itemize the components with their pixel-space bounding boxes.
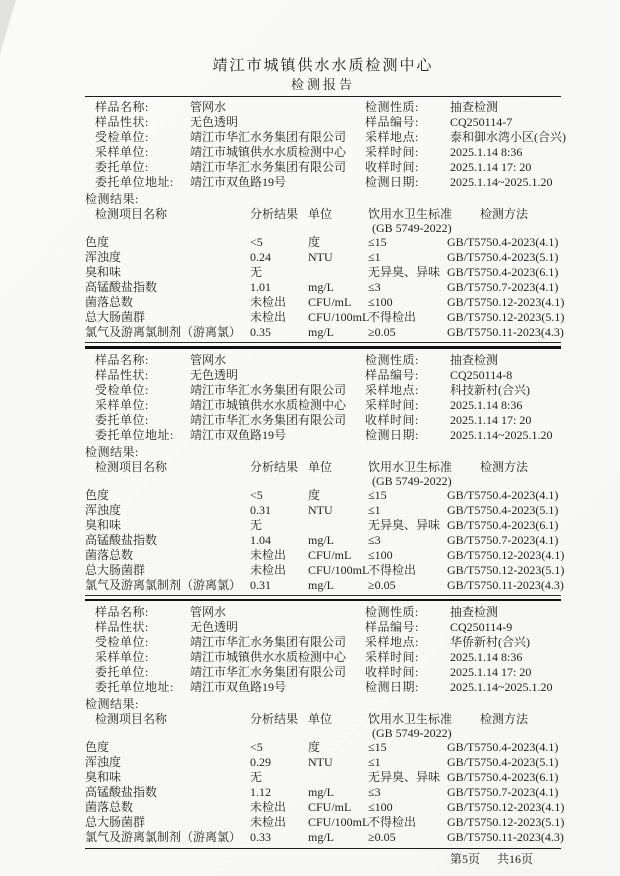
table-row bbox=[85, 503, 561, 518]
info-value: 靖江市华汇水务集团有限公司 bbox=[190, 412, 347, 427]
report-bottom-rule bbox=[85, 848, 561, 849]
cell-method: GB/T5750.4-2023(6.1) bbox=[447, 770, 559, 784]
cell-standard: ≤100 bbox=[368, 547, 393, 562]
table-row bbox=[85, 577, 564, 593]
info-label: 检测日期: bbox=[365, 680, 419, 694]
info-value: 管网水 bbox=[190, 352, 227, 367]
cell-unit: CFU/100mL bbox=[308, 562, 370, 577]
col-header-item: 检测项目名称 bbox=[95, 207, 168, 221]
info-value: 靖江市双鱼路19号 bbox=[190, 175, 287, 189]
col-header-unit: 单位 bbox=[308, 459, 333, 474]
info-label: 检测日期: bbox=[365, 427, 419, 442]
info-label: 受检单位: bbox=[95, 130, 149, 144]
cell-standard: ≤3 bbox=[368, 280, 381, 294]
cell-unit: mg/L bbox=[308, 280, 334, 294]
cell-unit: mg/L bbox=[308, 532, 334, 547]
cell-standard: 无异臭、异味 bbox=[368, 770, 441, 784]
info-row bbox=[85, 383, 365, 398]
info-value: 管网水 bbox=[190, 100, 227, 114]
info-row bbox=[365, 130, 566, 145]
cell-item: 总大肠菌群 bbox=[85, 562, 146, 577]
info-value: 2025.1.14 8:36 bbox=[450, 145, 523, 159]
table-header-note-row bbox=[85, 726, 561, 740]
info-value: 2025.1.14 17: 20 bbox=[450, 160, 532, 174]
cell-result: 无 bbox=[250, 770, 263, 784]
cell-standard: 无异臭、异味 bbox=[368, 265, 441, 279]
cell-result: <5 bbox=[250, 487, 263, 502]
info-label: 样品名称: bbox=[95, 605, 149, 619]
cell-result: 0.35 bbox=[250, 325, 271, 339]
table-header-row bbox=[85, 460, 561, 474]
cell-result: 未检出 bbox=[250, 815, 287, 829]
info-value: 2025.1.14~2025.1.20 bbox=[450, 427, 553, 442]
cell-unit: NTU bbox=[308, 755, 333, 769]
cell-standard: 不得检出 bbox=[368, 562, 417, 577]
col-header-unit: 单位 bbox=[308, 712, 333, 726]
report-section bbox=[85, 100, 566, 349]
table-header-note-row bbox=[85, 221, 561, 235]
cell-result: 1.01 bbox=[250, 280, 271, 294]
info-value: 靖江市华汇水务集团有限公司 bbox=[190, 665, 347, 679]
info-row bbox=[85, 145, 365, 160]
info-value: CQ250114-7 bbox=[450, 115, 513, 129]
cell-item: 色度 bbox=[85, 740, 110, 754]
cell-item: 浑浊度 bbox=[85, 250, 122, 264]
sample-info bbox=[85, 605, 561, 695]
info-label: 委托单位地址: bbox=[95, 680, 174, 694]
info-label: 样品编号: bbox=[365, 620, 419, 634]
cell-standard: ≤15 bbox=[368, 740, 387, 754]
info-row bbox=[365, 665, 561, 680]
info-column-left bbox=[85, 605, 365, 695]
cell-standard: ≤3 bbox=[368, 785, 381, 799]
info-column-right bbox=[365, 605, 561, 695]
info-label: 样品性状: bbox=[95, 115, 149, 129]
cell-unit bbox=[308, 265, 368, 280]
info-label: 委托单位地址: bbox=[95, 427, 174, 442]
cell-unit: mg/L bbox=[308, 577, 334, 592]
cell-method: GB/T5750.4-2023(5.1) bbox=[447, 755, 559, 769]
cell-item: 臭和味 bbox=[85, 517, 122, 532]
cell-method: GB/T5750.11-2023(4.3) bbox=[447, 325, 564, 339]
info-value: 靖江市华汇水务集团有限公司 bbox=[190, 130, 347, 144]
page-subtitle: 检测报告 bbox=[290, 77, 355, 92]
cell-method: GB/T5750.12-2023(5.1) bbox=[447, 815, 565, 829]
cell-method: GB/T5750.12-2023(4.1) bbox=[447, 295, 565, 309]
sample-info bbox=[85, 100, 566, 190]
cell-method: GB/T5750.12-2023(4.1) bbox=[447, 547, 565, 562]
cell-unit: CFU/mL bbox=[308, 547, 352, 562]
cell-unit: mg/L bbox=[308, 325, 334, 339]
cell-unit: NTU bbox=[308, 502, 333, 517]
info-value: 泰和御水湾小区(合兴) bbox=[450, 130, 566, 144]
col-header-unit: 单位 bbox=[308, 207, 333, 221]
info-row bbox=[85, 175, 365, 190]
table-row bbox=[85, 755, 561, 770]
info-value: 靖江市双鱼路19号 bbox=[190, 427, 287, 442]
info-label: 采样时间: bbox=[365, 145, 419, 159]
table-row bbox=[85, 235, 561, 250]
cell-result: 1.12 bbox=[250, 785, 271, 799]
table-row bbox=[85, 280, 561, 295]
info-column-right bbox=[365, 353, 561, 443]
cell-result: 无 bbox=[250, 517, 263, 532]
table-row bbox=[85, 740, 561, 755]
info-label: 样品性状: bbox=[95, 620, 149, 634]
info-label: 委托单位: bbox=[95, 160, 149, 174]
table-header-note-row bbox=[85, 474, 561, 488]
table-row bbox=[85, 488, 561, 503]
cell-standard: ≤100 bbox=[368, 295, 393, 309]
cell-method: GB/T5750.7-2023(4.1) bbox=[447, 532, 559, 547]
info-row bbox=[85, 635, 365, 650]
info-row bbox=[365, 398, 561, 413]
info-row bbox=[85, 353, 365, 368]
info-row bbox=[85, 115, 365, 130]
cell-method: GB/T5750.4-2023(4.1) bbox=[447, 487, 559, 502]
cell-method: GB/T5750.4-2023(4.1) bbox=[447, 740, 559, 754]
info-row bbox=[365, 175, 566, 190]
info-label: 委托单位: bbox=[95, 665, 149, 679]
cell-result: 未检出 bbox=[250, 310, 287, 324]
info-value: 靖江市双鱼路19号 bbox=[190, 680, 287, 694]
cell-item: 色度 bbox=[85, 235, 110, 249]
cell-result: <5 bbox=[250, 740, 263, 754]
info-value: 靖江市城镇供水水质检测中心 bbox=[190, 145, 347, 159]
cell-standard: ≤1 bbox=[368, 250, 381, 264]
table-header-row bbox=[85, 207, 561, 221]
info-value: 2025.1.14~2025.1.20 bbox=[450, 175, 553, 189]
cell-item: 氯气及游离氯制剂（游离氯） bbox=[85, 830, 242, 844]
divider-thick-rule bbox=[85, 599, 561, 602]
info-value: 2025.1.14~2025.1.20 bbox=[450, 680, 553, 694]
info-row bbox=[365, 160, 566, 175]
info-label: 样品名称: bbox=[95, 100, 149, 114]
cell-result: 0.24 bbox=[250, 250, 271, 264]
table-row bbox=[85, 785, 561, 800]
cell-result: 未检出 bbox=[250, 547, 287, 562]
info-row bbox=[365, 650, 561, 665]
cell-method: GB/T5750.4-2023(5.1) bbox=[447, 502, 559, 517]
cell-method: GB/T5750.4-2023(5.1) bbox=[447, 250, 559, 264]
table-row bbox=[85, 533, 561, 548]
info-label: 样品名称: bbox=[95, 352, 149, 367]
report-section bbox=[85, 605, 565, 845]
cell-item: 浑浊度 bbox=[85, 502, 122, 517]
cell-result: <5 bbox=[250, 235, 263, 249]
cell-result: 0.33 bbox=[250, 830, 271, 844]
results-table bbox=[85, 459, 565, 593]
info-value: 靖江市华汇水务集团有限公司 bbox=[190, 160, 347, 174]
report-header bbox=[85, 56, 561, 97]
info-label: 样品性状: bbox=[95, 367, 149, 382]
cell-item: 高锰酸盐指数 bbox=[85, 532, 158, 547]
cell-standard: ≥0.05 bbox=[368, 577, 396, 592]
cell-unit: 度 bbox=[308, 740, 321, 754]
divider-thin-rule bbox=[85, 595, 561, 596]
divider-thin-rule bbox=[85, 342, 561, 343]
cell-method: GB/T5750.12-2023(5.1) bbox=[447, 562, 565, 577]
table-row bbox=[85, 325, 564, 340]
info-value: 2025.1.14 17: 20 bbox=[450, 412, 532, 427]
col-header-method: 检测方法 bbox=[479, 712, 528, 726]
results-table bbox=[85, 207, 565, 340]
info-value: 科技新村(合兴) bbox=[450, 382, 530, 397]
info-value: 无色透明 bbox=[190, 115, 239, 129]
info-label: 收样时间: bbox=[365, 665, 419, 679]
cell-method: GB/T5750.4-2023(6.1) bbox=[447, 517, 559, 532]
info-value: 抽查检测 bbox=[450, 352, 499, 367]
cell-standard: ≤1 bbox=[368, 502, 381, 517]
info-label: 委托单位: bbox=[95, 412, 149, 427]
info-label: 采样地点: bbox=[365, 635, 419, 649]
cell-result: 0.31 bbox=[250, 577, 271, 592]
cell-method: GB/T5750.12-2023(4.1) bbox=[447, 800, 565, 814]
report-section bbox=[85, 352, 565, 602]
cell-result: 0.31 bbox=[250, 502, 271, 517]
info-value: 靖江市城镇供水水质检测中心 bbox=[190, 650, 347, 664]
col-header-standard: 饮用水卫生标准 bbox=[368, 712, 453, 726]
info-row bbox=[365, 428, 561, 443]
info-label: 采样时间: bbox=[365, 650, 419, 664]
cell-result: 未检出 bbox=[250, 800, 287, 814]
cell-standard: ≤1 bbox=[368, 755, 381, 769]
info-row bbox=[85, 160, 365, 175]
cell-method: GB/T5750.7-2023(4.1) bbox=[447, 280, 559, 294]
col-header-method: 检测方法 bbox=[479, 207, 528, 221]
results-table bbox=[85, 712, 565, 845]
info-label: 收样时间: bbox=[365, 160, 419, 174]
cell-unit: NTU bbox=[308, 250, 333, 264]
cell-result: 未检出 bbox=[250, 562, 287, 577]
info-row bbox=[85, 620, 365, 635]
cell-standard: ≤3 bbox=[368, 532, 381, 547]
info-row bbox=[85, 428, 365, 443]
results-label: 检测结果: bbox=[85, 192, 139, 206]
info-row bbox=[365, 413, 561, 428]
col-header-result: 分析结果 bbox=[250, 712, 299, 726]
info-label: 采样时间: bbox=[365, 397, 419, 412]
scan-corner-artifact bbox=[0, 0, 16, 54]
cell-standard: 无异臭、异味 bbox=[368, 517, 441, 532]
info-row bbox=[365, 620, 561, 635]
col-header-standard: 饮用水卫生标准 bbox=[368, 207, 453, 221]
page-total: 共16页 bbox=[496, 852, 533, 866]
info-row bbox=[365, 368, 561, 383]
info-value: CQ250114-9 bbox=[450, 620, 513, 634]
info-column-left bbox=[85, 100, 365, 190]
table-row bbox=[85, 518, 561, 533]
section-divider bbox=[85, 342, 561, 349]
info-label: 检测日期: bbox=[365, 175, 419, 189]
page-footer bbox=[85, 852, 561, 867]
info-row bbox=[85, 605, 365, 620]
cell-unit: 度 bbox=[308, 487, 321, 502]
info-label: 采样地点: bbox=[365, 382, 419, 397]
info-row bbox=[365, 145, 566, 160]
cell-result: 1.04 bbox=[250, 532, 271, 547]
info-value: 抽查检测 bbox=[450, 100, 499, 114]
table-row bbox=[85, 830, 564, 845]
sample-info bbox=[85, 353, 561, 443]
cell-standard: ≤15 bbox=[368, 235, 387, 249]
table-row bbox=[85, 547, 565, 563]
report-sections bbox=[85, 100, 566, 845]
report-content bbox=[85, 56, 566, 867]
divider-thick-rule bbox=[85, 346, 561, 349]
info-row bbox=[85, 100, 365, 115]
cell-item: 菌落总数 bbox=[85, 800, 134, 814]
cell-unit: mg/L bbox=[308, 830, 334, 844]
info-label: 委托单位地址: bbox=[95, 175, 174, 189]
table-row bbox=[85, 295, 565, 310]
cell-unit: CFU/mL bbox=[308, 295, 352, 309]
cell-item: 总大肠菌群 bbox=[85, 310, 146, 324]
info-column-right bbox=[365, 100, 566, 190]
table-header-row bbox=[85, 712, 561, 726]
results-label: 检测结果: bbox=[85, 697, 139, 711]
page-title: 靖江市城镇供水水质检测中心 bbox=[212, 58, 434, 74]
info-label: 检测性质: bbox=[365, 100, 419, 114]
cell-method: GB/T5750.12-2023(5.1) bbox=[447, 310, 565, 324]
info-value: 靖江市城镇供水水质检测中心 bbox=[190, 397, 347, 412]
info-value: 靖江市华汇水务集团有限公司 bbox=[190, 635, 347, 649]
cell-unit: CFU/100mL bbox=[308, 815, 370, 829]
cell-item: 菌落总数 bbox=[85, 547, 134, 562]
cell-item: 臭和味 bbox=[85, 770, 122, 784]
cell-item: 菌落总数 bbox=[85, 295, 134, 309]
cell-unit: CFU/100mL bbox=[308, 310, 370, 324]
info-row bbox=[365, 115, 566, 130]
info-row bbox=[365, 680, 561, 695]
cell-method: GB/T5750.11-2023(4.3) bbox=[447, 830, 564, 844]
info-row bbox=[85, 368, 365, 383]
info-row bbox=[85, 665, 365, 680]
cell-method: GB/T5750.4-2023(4.1) bbox=[447, 235, 559, 249]
section-divider bbox=[85, 595, 561, 602]
cell-item: 臭和味 bbox=[85, 265, 122, 279]
cell-unit: 度 bbox=[308, 235, 321, 249]
standard-note: (GB 5749-2022) bbox=[372, 726, 452, 740]
table-row bbox=[85, 250, 561, 265]
cell-item: 色度 bbox=[85, 487, 110, 502]
cell-standard: ≤15 bbox=[368, 487, 387, 502]
cell-standard: ≥0.05 bbox=[368, 325, 396, 339]
info-value: 抽查检测 bbox=[450, 605, 499, 619]
col-header-item: 检测项目名称 bbox=[95, 459, 168, 474]
table-row bbox=[85, 310, 565, 325]
info-label: 采样单位: bbox=[95, 397, 149, 412]
info-row bbox=[85, 413, 365, 428]
table-row bbox=[85, 815, 565, 830]
cell-item: 高锰酸盐指数 bbox=[85, 785, 158, 799]
cell-result: 未检出 bbox=[250, 295, 287, 309]
table-row bbox=[85, 562, 565, 578]
info-label: 受检单位: bbox=[95, 635, 149, 649]
info-value: 管网水 bbox=[190, 605, 227, 619]
col-header-standard: 饮用水卫生标准 bbox=[368, 459, 453, 474]
cell-item: 氯气及游离氯制剂（游离氯） bbox=[85, 577, 242, 592]
info-label: 受检单位: bbox=[95, 382, 149, 397]
info-label: 样品编号: bbox=[365, 115, 419, 129]
info-value: 华侨新村(合兴) bbox=[450, 635, 530, 649]
info-value: CQ250114-8 bbox=[450, 367, 513, 382]
info-row bbox=[365, 353, 561, 368]
col-header-method: 检测方法 bbox=[479, 459, 528, 474]
cell-method: GB/T5750.4-2023(6.1) bbox=[447, 265, 559, 279]
standard-note: (GB 5749-2022) bbox=[372, 473, 452, 488]
info-label: 采样地点: bbox=[365, 130, 419, 144]
info-value: 靖江市华汇水务集团有限公司 bbox=[190, 382, 347, 397]
cell-unit: mg/L bbox=[308, 785, 334, 799]
info-label: 采样单位: bbox=[95, 145, 149, 159]
info-value: 2025.1.14 8:36 bbox=[450, 650, 523, 664]
standard-note: (GB 5749-2022) bbox=[372, 221, 452, 235]
info-value: 无色透明 bbox=[190, 367, 239, 382]
info-label: 检测性质: bbox=[365, 352, 419, 367]
page-number: 第5页 bbox=[449, 852, 480, 866]
cell-standard: ≤100 bbox=[368, 800, 393, 814]
info-row bbox=[85, 130, 365, 145]
col-header-item: 检测项目名称 bbox=[95, 712, 168, 726]
info-value: 无色透明 bbox=[190, 620, 239, 634]
cell-item: 浑浊度 bbox=[85, 755, 122, 769]
cell-result: 0.29 bbox=[250, 755, 271, 769]
cell-unit bbox=[308, 518, 368, 533]
cell-method: GB/T5750.7-2023(4.1) bbox=[447, 785, 559, 799]
info-column-left bbox=[85, 353, 365, 443]
info-value: 2025.1.14 17: 20 bbox=[450, 665, 532, 679]
col-header-result: 分析结果 bbox=[250, 207, 299, 221]
col-header-result: 分析结果 bbox=[250, 459, 299, 474]
info-label: 采样单位: bbox=[95, 650, 149, 664]
info-label: 收样时间: bbox=[365, 412, 419, 427]
info-row bbox=[365, 635, 561, 650]
cell-standard: 不得检出 bbox=[368, 815, 417, 829]
info-row bbox=[85, 398, 365, 413]
cell-unit: CFU/mL bbox=[308, 800, 352, 814]
cell-result: 无 bbox=[250, 265, 263, 279]
cell-method: GB/T5750.11-2023(4.3) bbox=[447, 577, 564, 592]
table-row bbox=[85, 265, 561, 280]
table-row bbox=[85, 800, 565, 815]
info-row bbox=[365, 100, 566, 115]
info-row bbox=[365, 605, 561, 620]
info-label: 检测性质: bbox=[365, 605, 419, 619]
results-label: 检测结果: bbox=[85, 444, 139, 459]
info-label: 样品编号: bbox=[365, 367, 419, 382]
info-row bbox=[85, 680, 365, 695]
cell-item: 氯气及游离氯制剂（游离氯） bbox=[85, 325, 242, 339]
info-value: 2025.1.14 8:36 bbox=[450, 397, 523, 412]
cell-item: 高锰酸盐指数 bbox=[85, 280, 158, 294]
info-row bbox=[365, 383, 561, 398]
table-row bbox=[85, 770, 561, 785]
info-row bbox=[85, 650, 365, 665]
cell-standard: 不得检出 bbox=[368, 310, 417, 324]
cell-standard: ≥0.05 bbox=[368, 830, 396, 844]
cell-item: 总大肠菌群 bbox=[85, 815, 146, 829]
cell-unit bbox=[308, 770, 368, 785]
